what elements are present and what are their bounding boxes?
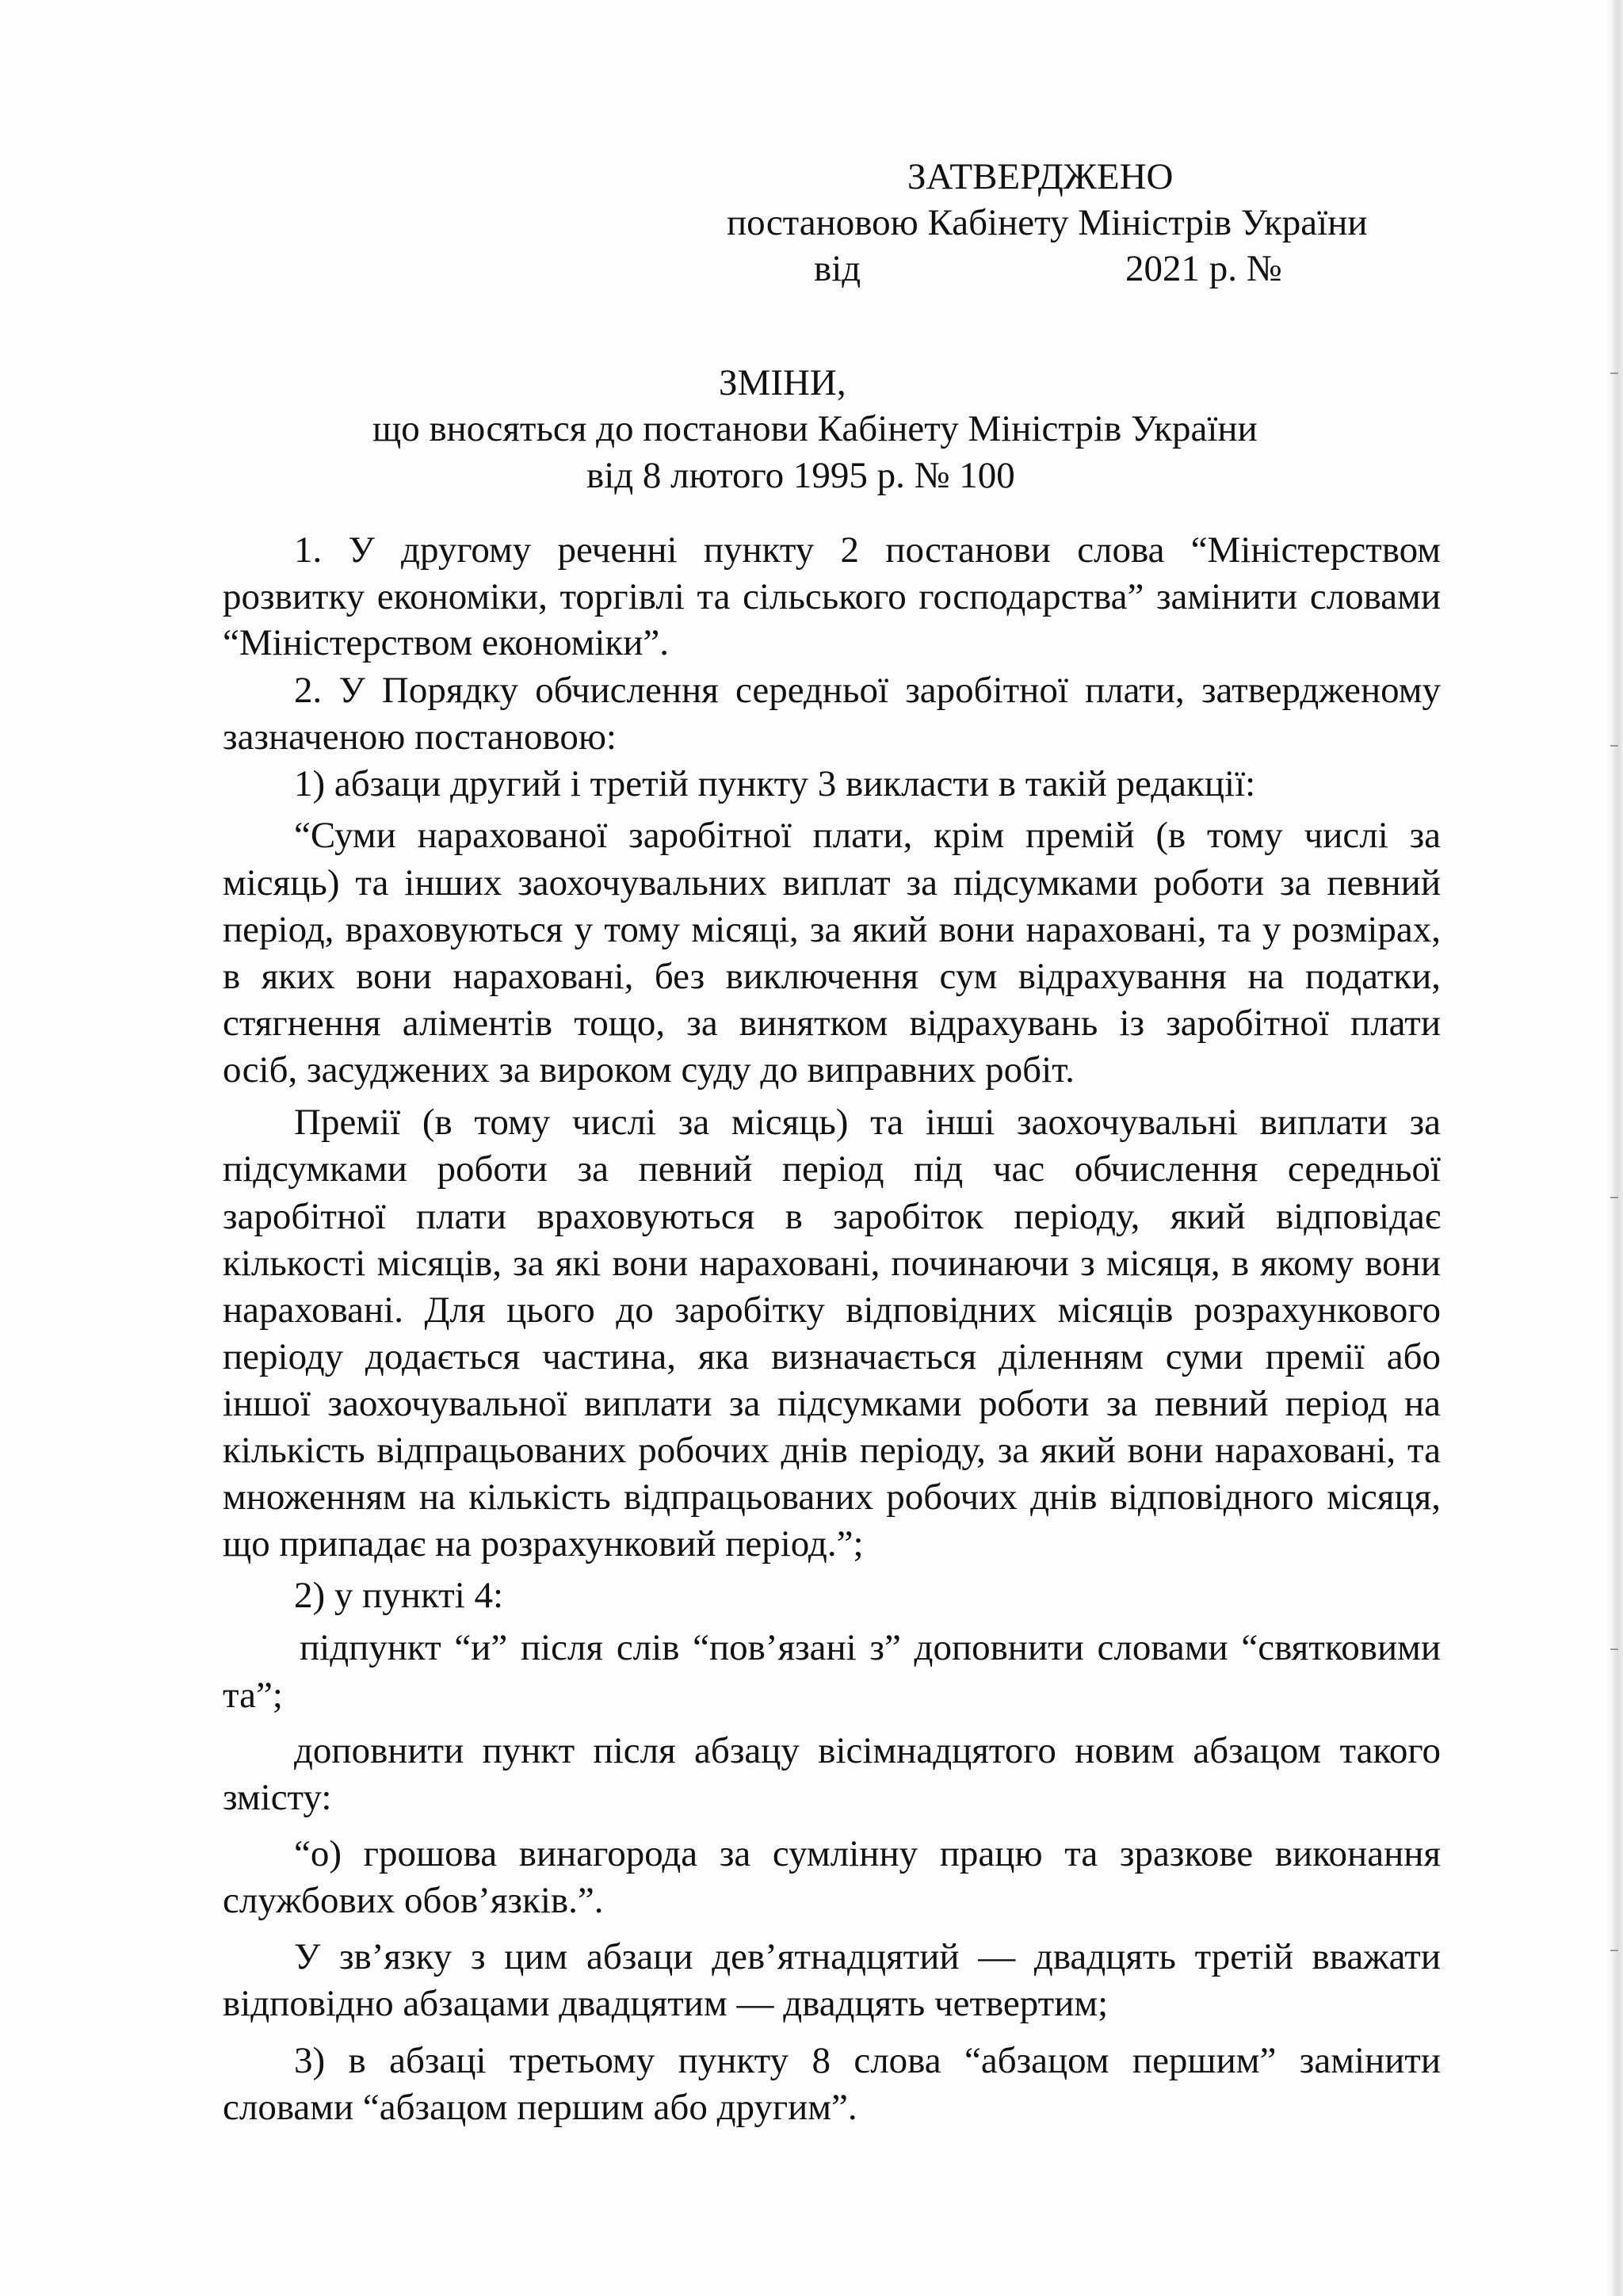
paragraph-4-line: стягнення аліментів тощо, за винятком відрахувань із заробітної плати xyxy=(223,1003,1441,1044)
paragraph-5-line: кількість відпрацьованих робочих днів періоду, за який вони нараховані, та xyxy=(223,1430,1441,1471)
approval-decree-line: постановою Кабінету Міністрів України xyxy=(727,202,1368,243)
paragraph-10-line: У зв’язку з цим абзаци дев’ятнадцятий — двадцять третій вважати xyxy=(294,1936,1441,1977)
paragraph-4-line: період, враховуються у тому місяці, за який вони нараховані, та у розмірах, xyxy=(223,909,1441,950)
paragraph-3-line: 1) абзаци другий і третій пункту 3 викласти в такій редакції: xyxy=(294,763,1256,804)
paragraph-2-line: 2. У Порядку обчислення середньої заробітної плати, затвердженому xyxy=(294,670,1441,711)
scan-edge-artifact xyxy=(1606,0,1623,2296)
paragraph-4-line: “Суми нарахованої заробітної плати, крім премій (в тому числі за xyxy=(294,815,1441,856)
approval-date-year: 2021 р. № xyxy=(1125,248,1282,289)
approval-heading: ЗАТВЕРДЖЕНО xyxy=(907,156,1174,197)
paragraph-9-line: “о) грошова винагорода за сумлінну працю та зразкове виконання xyxy=(294,1833,1441,1874)
paragraph-5-line: нараховані. Для цього до заробітку відповідних місяців розрахункового xyxy=(223,1289,1441,1331)
paragraph-1-line: “Міністерством економіки”. xyxy=(223,622,670,663)
approval-date-prefix: від xyxy=(814,248,861,289)
paragraph-5-line: що припадає на розрахунковий період.”; xyxy=(223,1523,864,1564)
paragraph-1-line: розвитку економіки, торгівлі та сільського господарства” замінити словами xyxy=(223,576,1441,617)
paragraph-7-line: підпункт “и” після слів “пов’язані з” доповнити словами “святковими xyxy=(300,1627,1441,1668)
paragraph-1-line: 1. У другому реченні пункту 2 постанови слова “Міністерством xyxy=(294,529,1441,571)
paragraph-5-line: іншої заохочувальної виплати за підсумками роботи за певний період на xyxy=(223,1383,1441,1424)
paragraph-10-line: відповідно абзацами двадцятим — двадцять четвертим; xyxy=(223,1983,1109,2024)
paragraph-4-line: в яких вони нараховані, без виключення сум відрахування на податки, xyxy=(223,956,1441,997)
paragraph-2-line: зазначеною постановою: xyxy=(223,716,617,758)
paragraph-8-line: доповнити пункт після абзацу вісімнадцятого новим абзацом такого xyxy=(294,1730,1441,1771)
paragraph-11-line: словами “абзацом першим або другим”. xyxy=(223,2087,857,2128)
paragraph-5-line: множенням на кількість відпрацьованих робочих днів відповідного місяця, xyxy=(223,1477,1441,1518)
paragraph-7-line: та”; xyxy=(223,1675,283,1716)
paragraph-5-line: періоду додається частина, яка визначається діленням суми премії або xyxy=(223,1336,1441,1377)
document-subtitle-line1: що вносяться до постанови Кабінету Міністрів України xyxy=(372,408,1258,449)
paragraph-8-line: змісту: xyxy=(223,1777,332,1818)
paragraph-9-line: службових обов’язків.”. xyxy=(223,1880,604,1921)
document-title: ЗМІНИ, xyxy=(719,362,846,403)
paragraph-6-line: 2) у пункті 4: xyxy=(294,1575,504,1616)
document-subtitle-line2: від 8 лютого 1995 р. № 100 xyxy=(586,455,1015,496)
paragraph-4-line: місяць) та інших заохочувальних виплат за підсумками роботи за певний xyxy=(223,862,1441,904)
paragraph-5-line: заробітної плати враховуються в заробіток періоду, який відповідає xyxy=(223,1196,1441,1237)
paragraph-4-line: осіб, засуджених за вироком суду до виправних робіт. xyxy=(223,1049,1075,1091)
paragraph-5-line: кількості місяців, за які вони нараховані, починаючи з місяця, в якому вони xyxy=(223,1243,1441,1284)
paragraph-5-line: Премії (в тому числі за місяць) та інші заохочувальні виплати за xyxy=(294,1102,1441,1143)
paragraph-11-line: 3) в абзаці третьому пункту 8 слова “абзацом першим” замінити xyxy=(294,2040,1441,2081)
paragraph-5-line: підсумками роботи за певний період під час обчислення середньої xyxy=(223,1148,1441,1190)
